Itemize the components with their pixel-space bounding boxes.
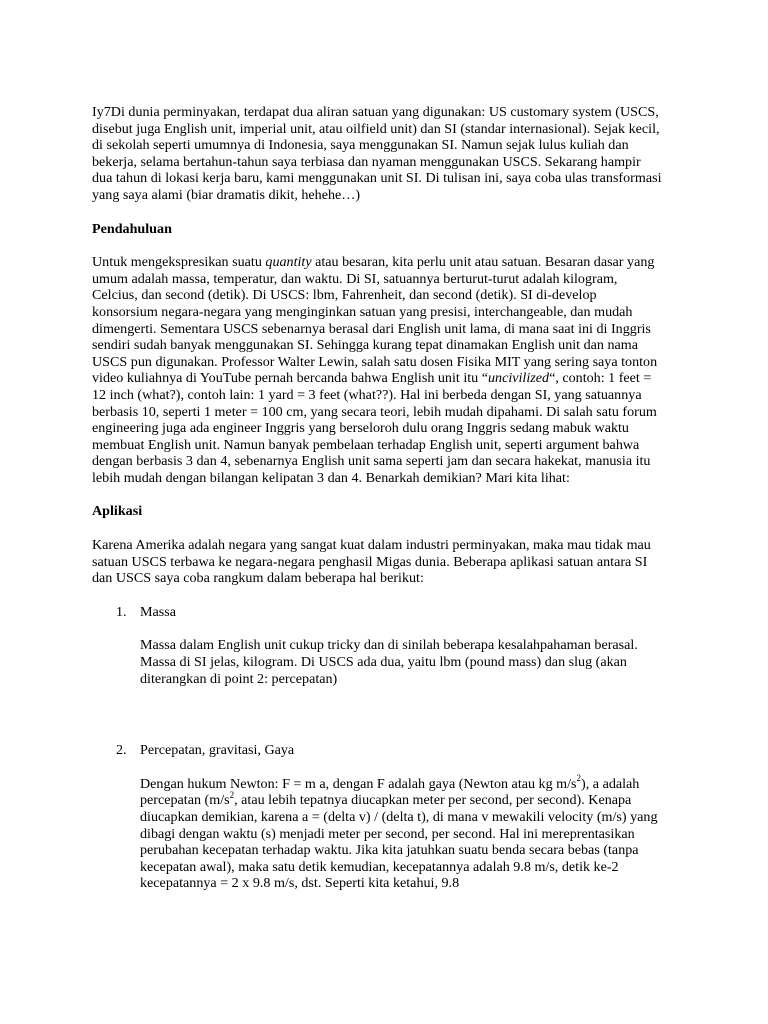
superscript: 2 bbox=[229, 789, 235, 800]
percepatan-body bbox=[92, 773, 662, 892]
list-number: 1. bbox=[116, 603, 127, 620]
list-item-massa bbox=[92, 604, 662, 621]
aplikasi-paragraph: Karena Amerika adalah negara yang sangat kuat dalam industri perminyakan, maka mau tidak mau satuan USCS terbawa ke negara-negara penghasil Migas dunia. Beberapa aplikasi satuan antara SI dan USCS saya coba rangkum dalam beberapa hal berikut: bbox=[92, 537, 651, 587]
list-item-percepatan bbox=[92, 742, 662, 759]
list-item-title: Massa bbox=[140, 603, 177, 620]
superscript: 2 bbox=[576, 773, 582, 784]
pendahuluan-paragraph bbox=[92, 254, 662, 486]
pendahuluan-text-b: atau besaran, kita perlu unit atau satuan. Besaran dasar yang umum adalah massa, temperatur, dan waktu. Di SI, satuannya berturut-turut adalah kilogram, Celcius, dan second (detik). Di USCS: lbm, Fahrenheit, dan second (detik). SI di-develop konsorsium negara-negara yang menginginkan satuan yang presisi, interchangeable, dan mudah dimengerti. Sementara USCS sebenarnya berasal dari English unit lama, di mana saat ini di Inggris sendiri sudah banyak menggunakan SI. Sehingga kurang tepat dinamakan English unit dan nama USCS pun digunakan. Professor Walter Lewin, salah satu dosen Fisika MIT yang sering saya tonton video kuliahnya di YouTube pernah bercanda bahwa English unit itu “ bbox=[92, 254, 658, 387]
pendahuluan-italic-quantity: quantity bbox=[265, 254, 312, 271]
pendahuluan-italic-uncivilized: uncivilized bbox=[488, 370, 550, 387]
percepatan-text-b: ), a adalah percepatan (m/s bbox=[140, 775, 640, 809]
intro-paragraph: Iy7Di dunia perminyakan, terdapat dua aliran satuan yang digunakan: US customary system (USCS, disebut juga English unit, imperial unit, atau oilfield unit) dan SI (standar internasional). Sejak kecil, di sekolah seperti umumnya di Indonesia, saya menggunakan SI. Namun sejak lulus kuliah dan bekerja, selama bertahun-tahun saya terbiasa dan nyaman menggunakan USCS. Sekarang hampir dua tahun di lokasi kerja baru, kami menggunakan unit SI. Di tulisan ini, saya coba ulas transformasi yang saya alami (biar dramatis dikit, hehehe…) bbox=[92, 104, 662, 203]
list-item-title: Percepatan, gravitasi, Gaya bbox=[140, 742, 295, 759]
section-heading-pendahuluan: Pendahuluan bbox=[92, 220, 172, 237]
percepatan-text-c: , atau lebih tepatnya diucapkan meter per second, per second). Kenapa diucapkan demikian, karena a = (delta v) / (delta t), di mana v mewakili velocity (m/s) yang dibagi dengan waktu (s) menjadi meter per second, per second. Hal ini mereprentasikan perubahan kecepatan terhadap waktu. Jika kita jatuhkan suatu benda secara bebas (tanpa kecepatan awal), maka satu detik kemudian, kecepatannya adalah 9.8 m/s, detik ke-2 kecepatannya = 2 x 9.8 m/s, dst. Seperti kita ketahui, 9.8 bbox=[140, 792, 658, 892]
section-heading-aplikasi: Aplikasi bbox=[92, 503, 143, 520]
pendahuluan-text-c: “, contoh: 1 feet = 12 inch (what?), contoh lain: 1 yard = 3 feet (what??). Hal ini berbeda dengan SI, yang satuannya berbasis 10, seperti 1 meter = 100 cm, yang secara teori, lebih mudah dipahami. Di salah satu forum engineering juga ada engineer Inggris yang berseloroh dulu orang Inggris sedang mabuk waktu membuat English unit. Namun banyak pembelaan terhadap English unit, seperti argument bahwa dengan berbasis 3 dan 4, sebenarnya English unit sama seperti jam dan secara hakekat, manusia itu lebih mudah dengan bilangan kelipatan 3 dan 4. Benarkah demikian? Mari kita lihat: bbox=[92, 370, 657, 486]
list-number: 2. bbox=[116, 742, 127, 759]
percepatan-text-a: Dengan hukum Newton: F = m a, dengan F adalah gaya (Newton atau kg m/s bbox=[140, 775, 577, 792]
massa-body: Massa dalam English unit cukup tricky dan di sinilah beberapa kesalahpahaman berasal. Massa di SI jelas, kilogram. Di USCS ada dua, yaitu lbm (pound mass) dan slug (akan diterangkan di point 2: percepatan) bbox=[140, 637, 638, 687]
pendahuluan-text-a: Untuk mengekspresikan suatu bbox=[92, 254, 266, 271]
